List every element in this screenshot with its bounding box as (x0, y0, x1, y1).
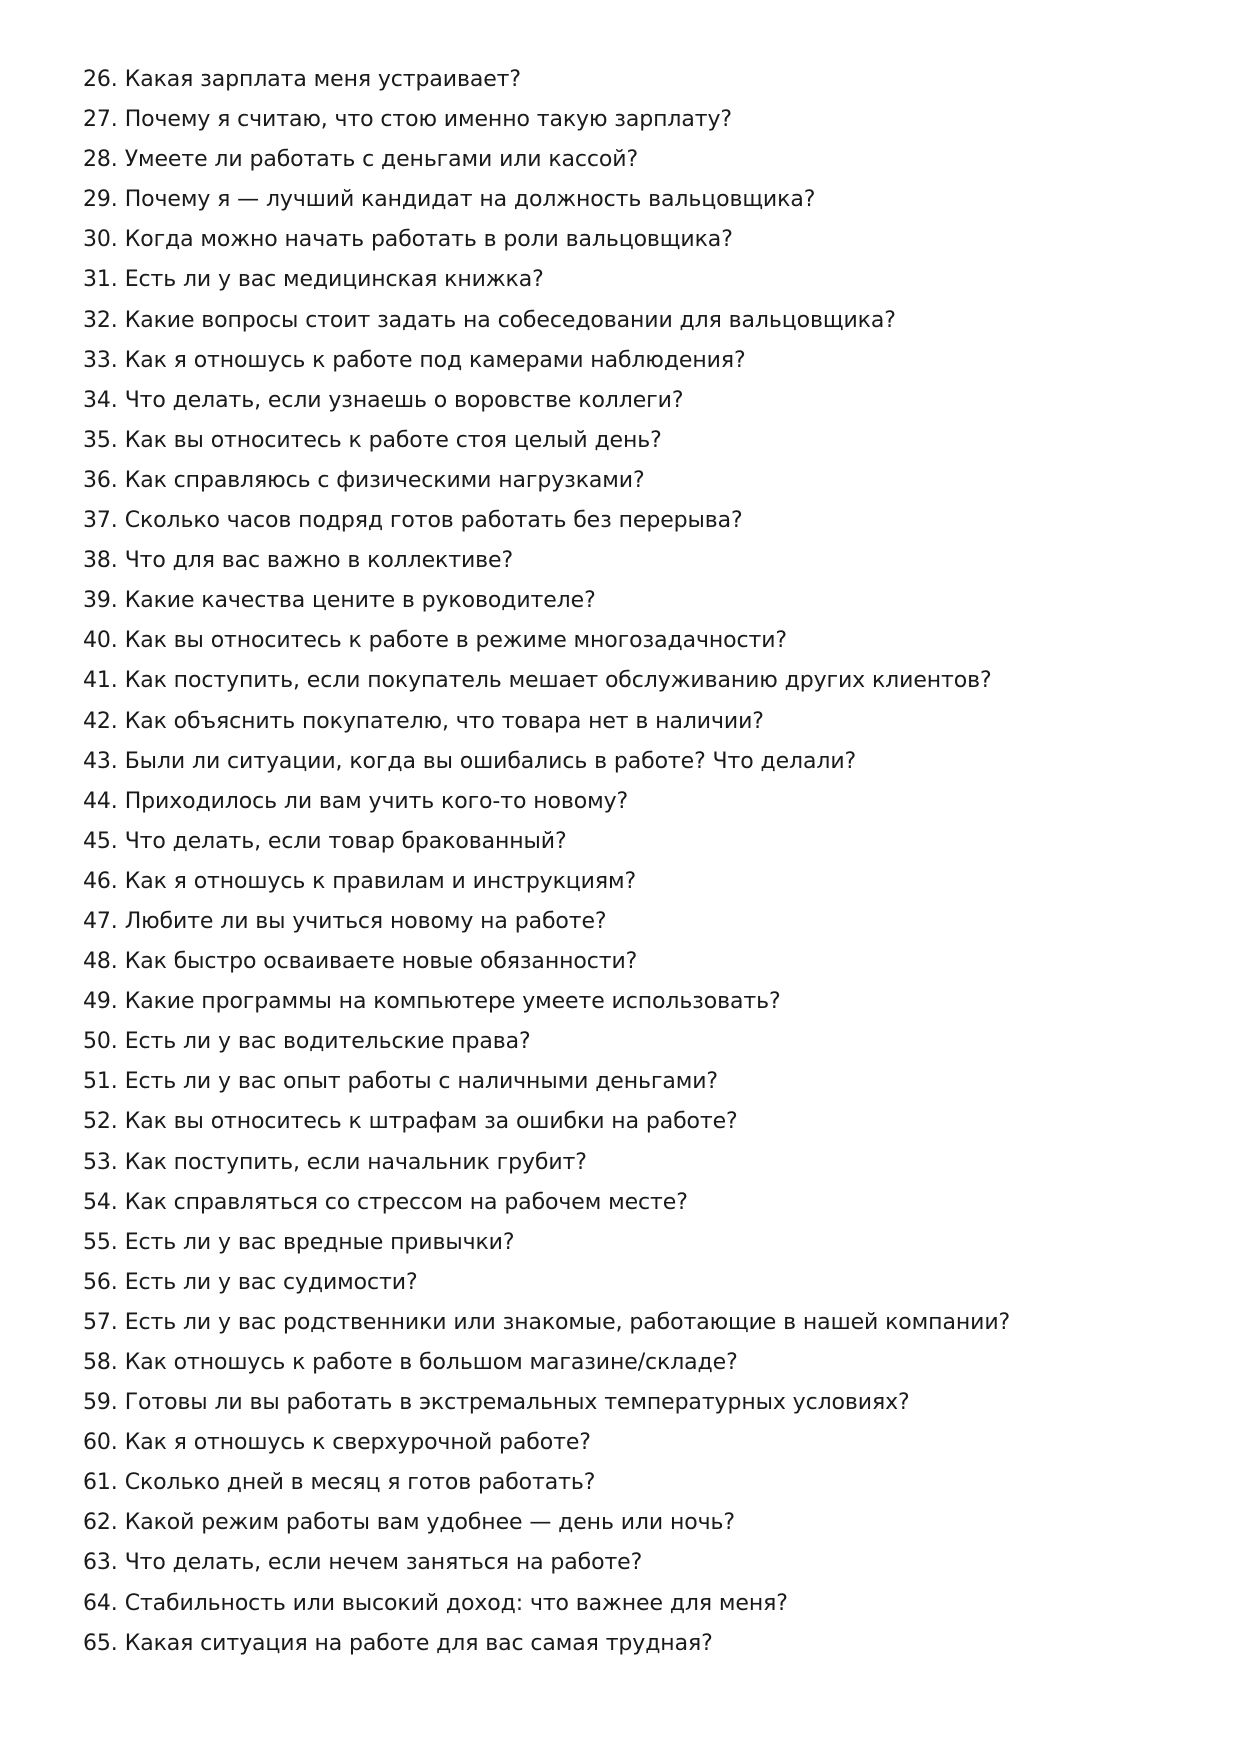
question-number: 59. (83, 1390, 118, 1416)
question-number: 42. (83, 708, 118, 734)
question-number: 48. (83, 949, 118, 975)
question-number: 38. (83, 548, 118, 574)
question-item (83, 1423, 1183, 1463)
question-text: Как вы относитесь к штрафам за ошибки на работе? (124, 1109, 738, 1135)
question-number: 62. (83, 1510, 118, 1536)
question-number: 55. (83, 1229, 118, 1255)
question-item (83, 541, 1183, 581)
question-text: Стабильность или высокий доход: что важнее для меня? (124, 1590, 788, 1616)
question-text: Какой режим работы вам удобнее — день или ночь? (124, 1510, 735, 1536)
question-text: Какие вопросы стоит задать на собеседовании для вальцовщика? (124, 307, 896, 333)
question-number: 31. (83, 267, 118, 293)
question-item (83, 1183, 1183, 1223)
question-number: 63. (83, 1550, 118, 1576)
question-item (83, 1263, 1183, 1303)
question-text: Какая зарплата меня устраивает? (124, 67, 521, 92)
question-item (83, 1102, 1183, 1142)
question-number: 64. (83, 1590, 118, 1616)
question-number: 46. (83, 868, 118, 894)
question-text: Что для вас важно в коллективе? (124, 548, 514, 574)
question-number: 58. (83, 1350, 118, 1375)
question-item (83, 220, 1183, 260)
question-text: Какие программы на компьютере умеете использовать? (124, 989, 781, 1015)
question-number: 29. (83, 187, 118, 213)
question-text: Любите ли вы учиться новому на работе? (124, 908, 607, 934)
question-text: Как вы относитесь к работе в режиме многозадачности? (124, 628, 787, 654)
question-item (83, 180, 1183, 220)
question-text: Есть ли у вас опыт работы с наличными деньгами? (124, 1069, 718, 1095)
question-number: 54. (83, 1189, 118, 1215)
question-item (83, 1143, 1183, 1183)
question-text: Сколько часов подряд готов работать без перерыва? (124, 508, 743, 534)
question-number: 60. (83, 1430, 118, 1456)
question-item (83, 1303, 1183, 1343)
question-item (83, 1223, 1183, 1263)
question-text: Как быстро осваиваете новые обязанности? (124, 949, 638, 975)
question-text: Есть ли у вас медицинская книжка? (124, 267, 544, 293)
question-text: Как я отношусь к работе под камерами наблюдения? (124, 347, 746, 373)
question-number: 65. (83, 1630, 118, 1656)
question-item (83, 782, 1183, 822)
question-item (83, 1383, 1183, 1423)
question-item (83, 100, 1183, 140)
question-number: 27. (83, 107, 118, 133)
question-number: 36. (83, 467, 118, 493)
question-text: Что делать, если узнаешь о воровстве коллеги? (124, 387, 684, 413)
question-number: 47. (83, 908, 118, 934)
question-item (83, 1343, 1183, 1383)
question-number: 30. (83, 227, 118, 253)
question-text: Что делать, если товар бракованный? (124, 828, 567, 854)
question-text: Как объяснить покупателю, что товара нет в наличии? (124, 708, 764, 734)
question-text: Сколько дней в месяц я готов работать? (124, 1470, 596, 1496)
question-item (83, 982, 1183, 1022)
question-item (83, 942, 1183, 982)
question-text: Какая ситуация на работе для вас самая трудная? (124, 1630, 713, 1656)
question-number: 51. (83, 1069, 118, 1095)
question-text: Есть ли у вас судимости? (124, 1269, 418, 1295)
question-number: 34. (83, 387, 118, 413)
question-number: 26. (83, 67, 118, 92)
question-item (83, 621, 1183, 661)
question-item (83, 381, 1183, 421)
question-text: Как я отношусь к правилам и инструкциям? (124, 868, 637, 894)
question-item (83, 260, 1183, 300)
question-item (83, 742, 1183, 782)
question-number: 49. (83, 989, 118, 1015)
question-item (83, 140, 1183, 180)
question-number: 28. (83, 147, 118, 173)
question-item (83, 1543, 1183, 1583)
question-number: 56. (83, 1269, 118, 1295)
question-number: 45. (83, 828, 118, 854)
question-item (83, 421, 1183, 461)
question-list (83, 60, 1183, 1664)
question-number: 44. (83, 788, 118, 814)
question-text: Приходилось ли вам учить кого-то новому? (124, 788, 629, 814)
question-text: Готовы ли вы работать в экстремальных температурных условиях? (124, 1390, 910, 1416)
question-number: 40. (83, 628, 118, 654)
question-item (83, 902, 1183, 942)
question-item (83, 1503, 1183, 1543)
question-number: 43. (83, 748, 118, 774)
question-item (83, 341, 1183, 381)
question-number: 41. (83, 668, 118, 694)
question-item (83, 461, 1183, 501)
question-number: 33. (83, 347, 118, 373)
question-item (83, 702, 1183, 742)
question-item (83, 581, 1183, 621)
question-text: Есть ли у вас родственники или знакомые, работающие в нашей компании? (124, 1309, 1011, 1335)
question-text: Как справляюсь с физическими нагрузками? (124, 467, 645, 493)
question-item (83, 661, 1183, 701)
question-text: Есть ли у вас вредные привычки? (124, 1229, 515, 1255)
question-text: Как поступить, если покупатель мешает обслуживанию других клиентов? (124, 668, 992, 694)
question-number: 32. (83, 307, 118, 333)
question-number: 37. (83, 508, 118, 534)
question-text: Как отношусь к работе в большом магазине/складе? (124, 1350, 738, 1375)
question-text: Почему я — лучший кандидат на должность вальцовщика? (124, 187, 816, 213)
question-text: Как справляться со стрессом на рабочем месте? (124, 1189, 688, 1215)
question-text: Когда можно начать работать в роли вальцовщика? (124, 227, 733, 253)
question-text: Что делать, если нечем заняться на работе? (124, 1550, 643, 1576)
question-number: 57. (83, 1309, 118, 1335)
question-text: Какие качества цените в руководителе? (124, 588, 596, 614)
question-text: Умеете ли работать с деньгами или кассой? (124, 147, 639, 173)
question-number: 50. (83, 1029, 118, 1055)
question-text: Как поступить, если начальник грубит? (124, 1149, 587, 1175)
question-item (83, 501, 1183, 541)
question-text: Как вы относитесь к работе стоя целый день? (124, 427, 662, 453)
question-number: 61. (83, 1470, 118, 1496)
question-text: Почему я считаю, что стою именно такую зарплату? (124, 107, 732, 133)
question-text: Как я отношусь к сверхурочной работе? (124, 1430, 591, 1456)
question-item (83, 1062, 1183, 1102)
question-text: Были ли ситуации, когда вы ошибались в работе? Что делали? (124, 748, 857, 774)
question-item (83, 1463, 1183, 1503)
question-item (83, 301, 1183, 341)
question-item (83, 822, 1183, 862)
question-item (83, 60, 1183, 100)
question-item (83, 1624, 1183, 1664)
question-number: 53. (83, 1149, 118, 1175)
question-item (83, 862, 1183, 902)
question-item (83, 1584, 1183, 1624)
question-text: Есть ли у вас водительские права? (124, 1029, 531, 1055)
question-number: 52. (83, 1109, 118, 1135)
question-number: 39. (83, 588, 118, 614)
question-item (83, 1022, 1183, 1062)
question-number: 35. (83, 427, 118, 453)
